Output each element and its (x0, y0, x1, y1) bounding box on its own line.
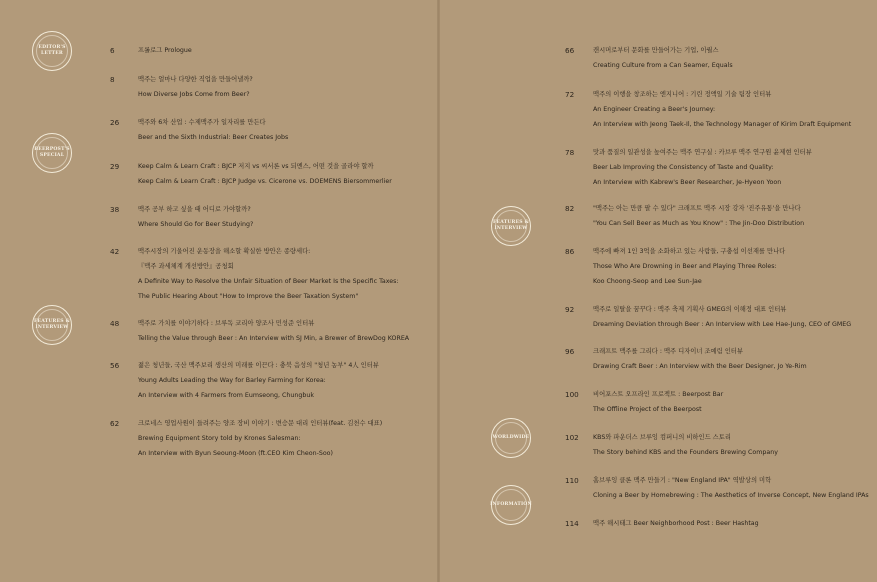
worldwide-badge: WORLDWIDE (491, 418, 531, 458)
left-page (0, 0, 438, 582)
entry-lines (593, 519, 759, 534)
page-number: 72 (565, 90, 575, 99)
page-number: 110 (565, 476, 579, 485)
entry-subtitle: Koo Choong-Seop and Lee Sun-Jae (593, 278, 702, 285)
entry-subtitle: An Interview with Byun Seoung-Moon (ft.CEO Kim Cheon-Soo) (138, 450, 333, 457)
page-number: 8 (110, 75, 115, 84)
information-badge: INFORMATION (491, 485, 531, 525)
entry-lines (138, 46, 192, 61)
page-number: 100 (565, 390, 579, 399)
entry-subtitle: Drawing Craft Beer : An Interview with the Beer Designer, Jo Ye-Rim (593, 363, 807, 370)
entry-lines (593, 90, 851, 135)
page-number: 92 (565, 305, 575, 314)
entry-title: 맥주로 일탈을 꿈꾸다 : 맥주 축제 기획사 GMEG의 이해정 대표 인터뷰 (593, 306, 787, 313)
entry-subtitle: How Diverse Jobs Come from Beer? (138, 91, 250, 98)
page-number: 78 (565, 148, 575, 157)
entry-lines (593, 347, 807, 377)
entry-subtitle: Keep Calm & Learn Craft : BJCP Judge vs. Cicerone vs. DOEMENS Biersommerlier (138, 178, 392, 185)
entry-subtitle: 『맥주 과세체계 개선방안』공청회 (138, 263, 234, 270)
entry-title: 크로네스 영업사원이 들려주는 양조 장비 이야기 : 변승문 대리 인터뷰(feat. 김천수 대표) (138, 420, 383, 427)
entry-title: 프롤로그 Prologue (138, 47, 192, 54)
page-number: 6 (110, 46, 115, 55)
editors-letter-badge: EDITOR'S LETTER (32, 31, 72, 71)
page-number: 96 (565, 347, 575, 356)
page-number: 29 (110, 162, 120, 171)
features-interview-badge: FEATURES & INTERVIEW (32, 305, 72, 345)
entry-title: 비어포스트 오프라인 프로젝트 : Beerpost Bar (593, 391, 724, 398)
entry-subtitle: Dreaming Deviation through Beer : An Interview with Lee Hae-Jung, CEO of GMEG (593, 321, 852, 328)
page-number: 48 (110, 319, 120, 328)
entry-lines (138, 419, 382, 464)
entry-lines (138, 319, 409, 349)
entry-subtitle: Brewing Equipment Story told by Krones Salesman: (138, 435, 301, 442)
entry-title: 맥주의 이행을 창조하는 엔지니어 : 기린 정액일 기술 팀장 인터뷰 (593, 91, 772, 98)
entry-lines (593, 46, 733, 76)
page-number: 102 (565, 433, 579, 442)
page-number: 66 (565, 46, 575, 55)
entry-title: 맥주와 6차 산업 : 수제맥주가 일자리를 만든다 (138, 119, 266, 126)
entry-lines (138, 205, 253, 235)
entry-subtitle: Where Should Go for Beer Studying? (138, 221, 254, 228)
entry-title: 맥주는 얼마나 다양한 직업을 만들어낼까? (138, 76, 253, 83)
entry-subtitle: The Story behind KBS and the Founders Brewing Company (593, 449, 778, 456)
entry-lines (593, 390, 723, 420)
entry-subtitle: Those Who Are Drowning in Beer and Playing Three Roles: (593, 263, 777, 270)
entry-lines (593, 433, 778, 463)
entry-title: 맥주 공부 하고 싶을 때 어디로 가야할까? (138, 206, 251, 213)
page-number: 62 (110, 419, 120, 428)
entry-subtitle: An Interview with Kabrew's Beer Researcher, Je-Hyeon Yoon (593, 179, 782, 186)
entry-title: 맥주로 가치를 이야기하다 : 브루독 코리아 양조사 민성준 인터뷰 (138, 320, 315, 327)
entry-title: "맥주는 아는 만큼 팔 수 있다" 크래프트 맥주 시장 강자 '진주유통'을 만나다 (593, 205, 801, 212)
beerposts-special-badge: BEERPOST'S SPECIAL (32, 133, 72, 173)
entry-subtitle: Telling the Value through Beer : An Interview with SJ Min, a Brewer of BrewDog KOREA (138, 335, 410, 342)
features-interview-badge-right: FEATURES & INTERVIEW (491, 206, 531, 246)
entry-subtitle: An Engineer Creating a Beer's Journey: (593, 106, 716, 113)
entry-lines (138, 118, 288, 148)
entry-subtitle: Beer and the Sixth Industrial: Beer Creates Jobs (138, 134, 289, 141)
entry-subtitle: The Public Hearing About "How to Improve the Beer Taxation System" (138, 293, 359, 300)
entry-lines (138, 361, 379, 406)
entry-subtitle: Beer Lab Improving the Consistency of Taste and Quality: (593, 164, 774, 171)
entry-lines (138, 247, 399, 307)
entry-title: KBS와 파운더스 브루잉 컴퍼니의 비하인드 스토리 (593, 434, 731, 441)
entry-title: 맛과 품질의 일관성을 높여주는 맥주 연구실 : 카브루 맥주 연구원 윤제현 인터뷰 (593, 149, 812, 156)
page-number: 56 (110, 361, 120, 370)
entry-title: Keep Calm & Learn Craft : BJCP 저지 vs 씨서론 vs 되멘스, 어떤 것을 골라야 할까 (138, 163, 374, 170)
entry-subtitle: The Offline Project of the Beerpost (593, 406, 702, 413)
entry-lines (593, 148, 812, 193)
page-number: 86 (565, 247, 575, 256)
entry-title: 크래프트 맥주를 그리다 : 맥주 디자이너 조예림 인터뷰 (593, 348, 743, 355)
entry-title: 맥주시장의 기울어진 운동장을 해소할 확실한 방안은 종량세다: (138, 248, 311, 255)
entry-lines (593, 247, 785, 292)
entry-subtitle: Cloning a Beer by Homebrewing : The Aesthetics of Inverse Concept, New England IPAs (593, 492, 869, 499)
entry-subtitle: A Definite Way to Resolve the Unfair Situation of Beer Market Is the Specific Taxes: (138, 278, 399, 285)
entry-title: 맥주에 빠져 1인 3억을 소화하고 있는 사람들, 구충섭 이선재를 만나다 (593, 248, 786, 255)
entry-title: 맥주 해시태그 Beer Neighborhood Post : Beer Hashtag (593, 520, 759, 527)
entry-subtitle: Young Adults Leading the Way for Barley Farming for Korea: (138, 377, 326, 384)
entry-subtitle: An Interview with Jeong Taek-Il, the Technology Manager of Kirim Draft Equipment (593, 121, 852, 128)
entry-lines (593, 305, 851, 335)
entry-lines (138, 162, 392, 192)
page-number: 38 (110, 205, 120, 214)
entry-subtitle: "You Can Sell Beer as Much as You Know" : The Jin-Doo Distribution (593, 220, 805, 227)
page-number: 42 (110, 247, 120, 256)
page-number: 114 (565, 519, 579, 528)
entry-title: 홈브루잉 클론 맥주 만들기 : "New England IPA" 역발상의 미학 (593, 477, 772, 484)
entry-lines (593, 476, 869, 506)
entry-subtitle: An Interview with 4 Farmers from Eumseong, Chungbuk (138, 392, 314, 399)
page-number: 82 (565, 204, 575, 213)
entry-title: 캔시머로부터 문화를 만들어가는 기업, 이퀄스 (593, 47, 719, 54)
right-page (439, 0, 877, 582)
page-number: 26 (110, 118, 120, 127)
entry-lines (138, 75, 253, 105)
entry-title: 젊은 청년들, 국산 맥주보리 생산의 미래를 이끈다 : 충북 음성의 "청년 농부" 4人 인터뷰 (138, 362, 379, 369)
entry-lines (593, 204, 804, 234)
entry-subtitle: Creating Culture from a Can Seamer, Equals (593, 62, 733, 69)
